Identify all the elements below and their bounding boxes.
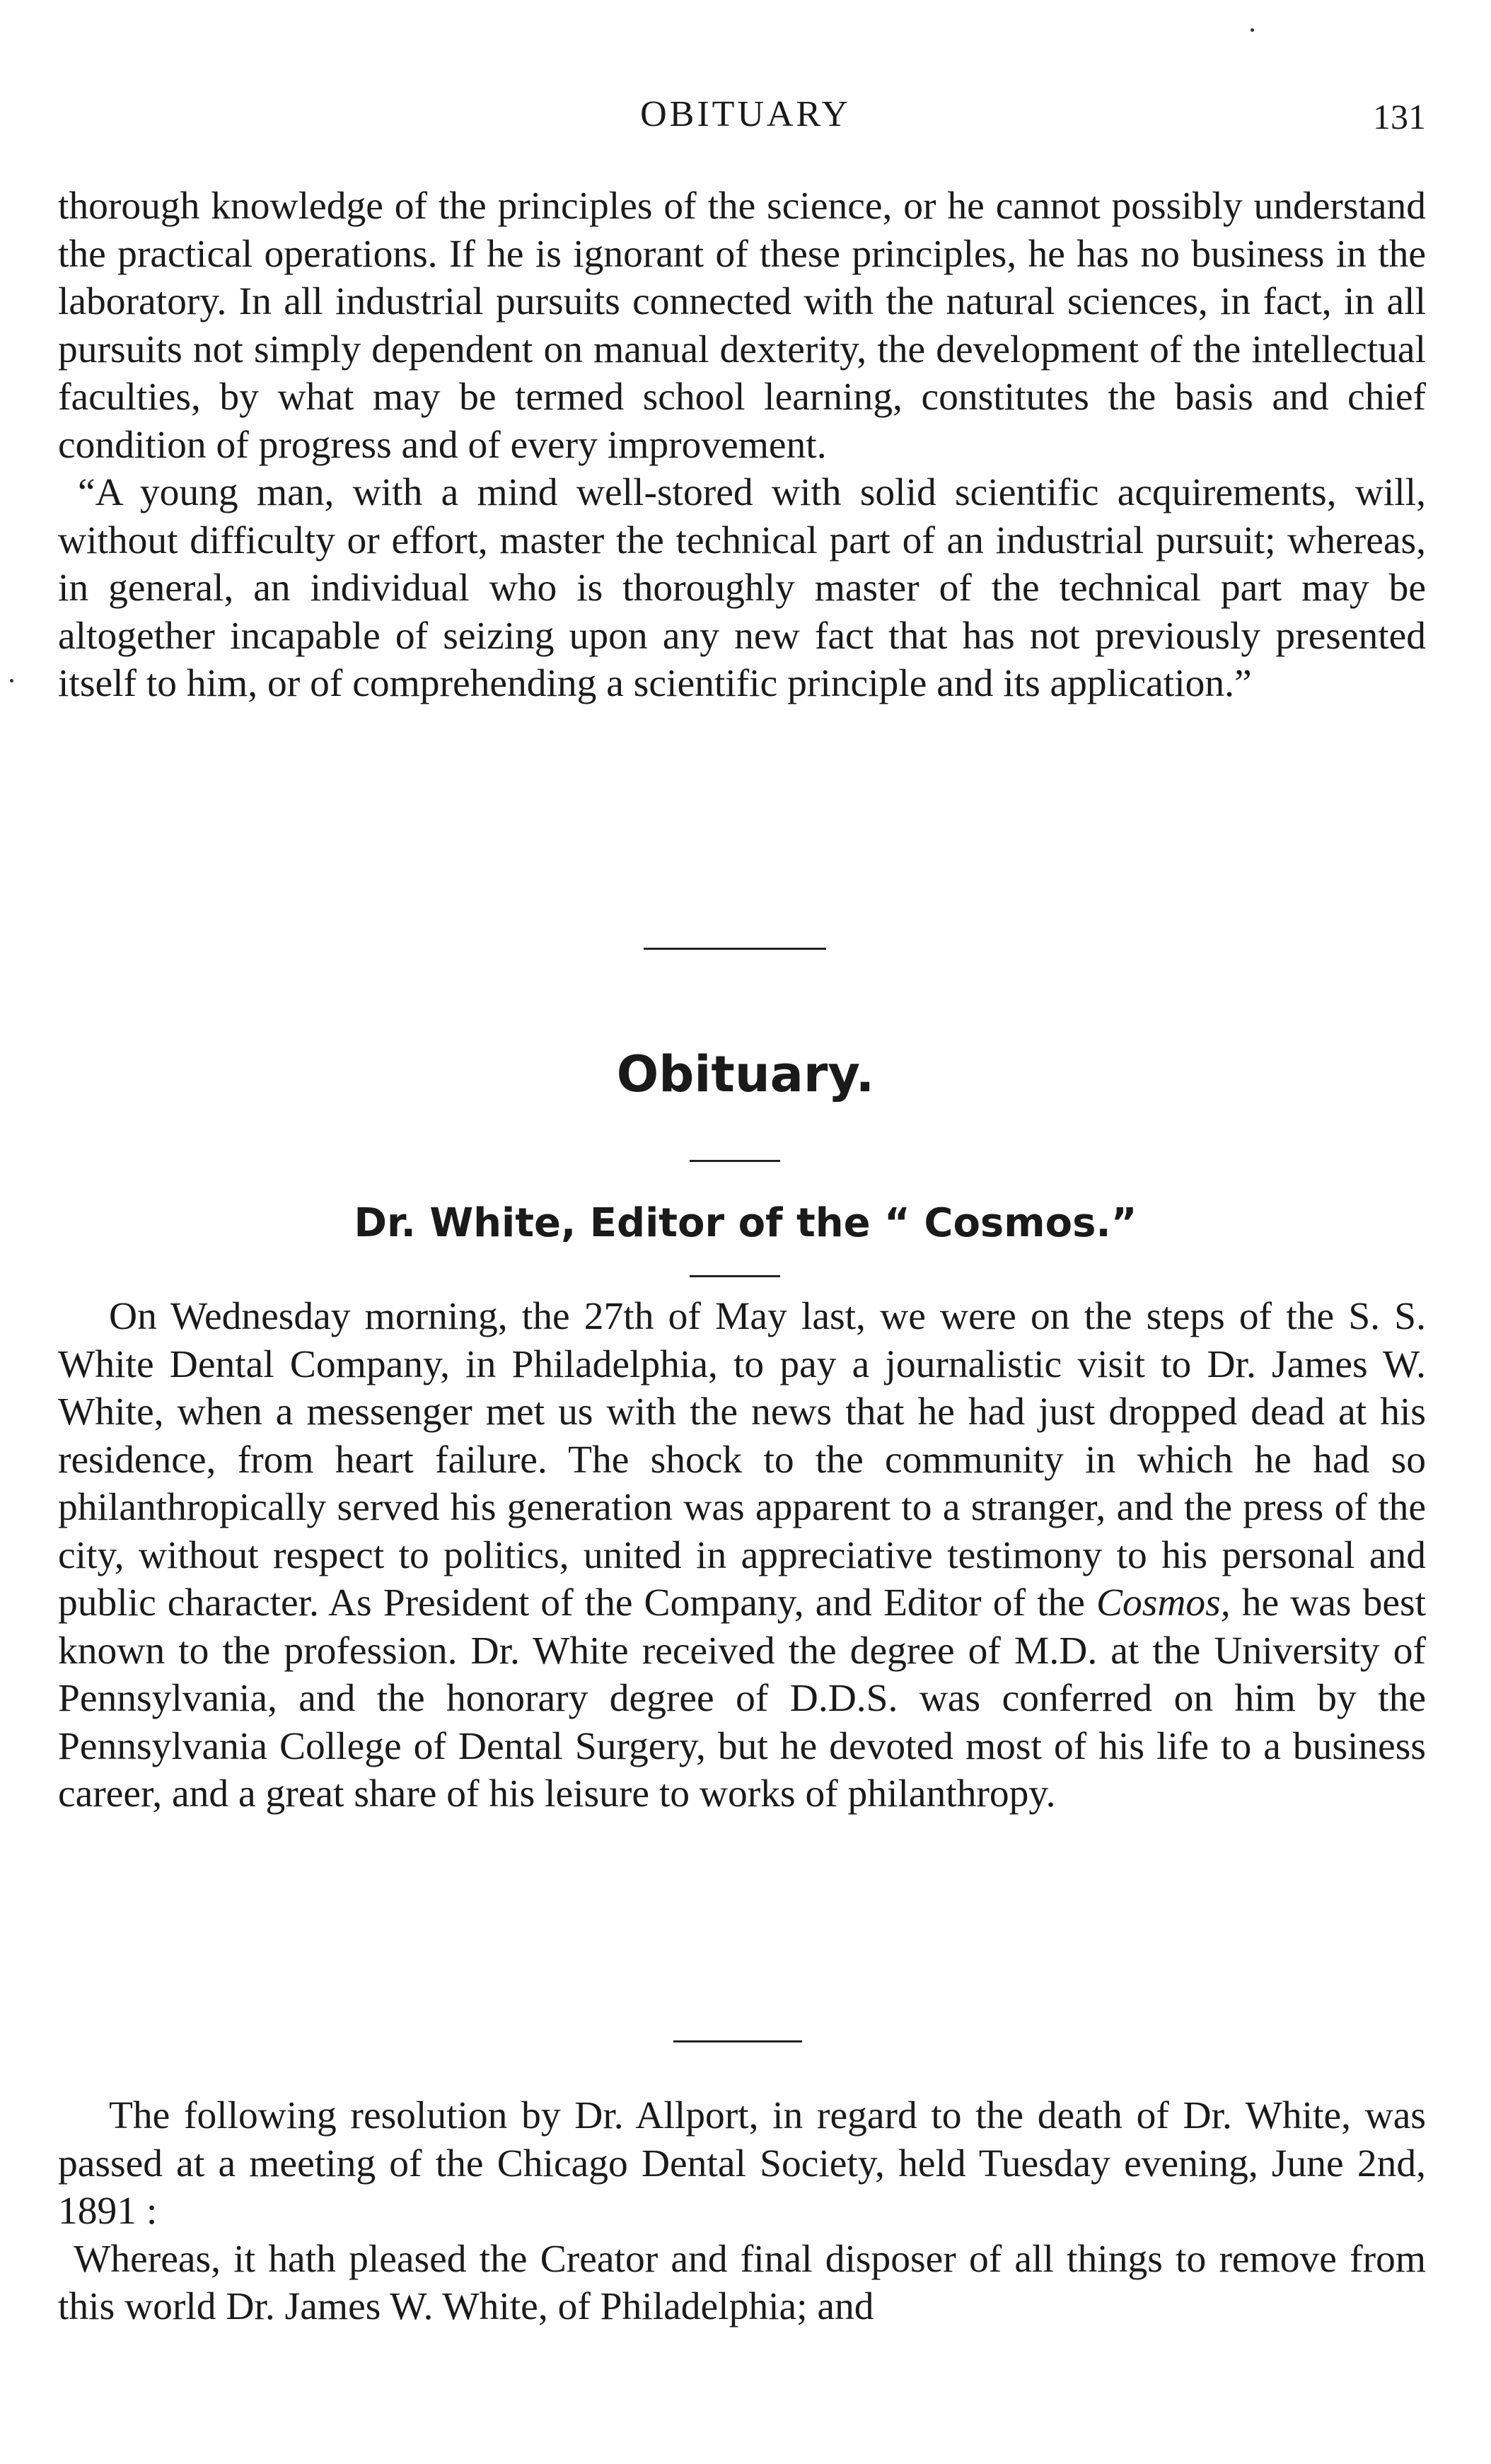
continued-text-block: [58, 182, 1426, 708]
section-divider-rule: [644, 948, 826, 950]
whereas-paragraph: Whereas, it hath pleased the Creator and final disposer of all things to remove from this world Dr. James W. White, of Philadelphia; and: [58, 2237, 1426, 2328]
obituary-subheading: Dr. White, Editor of the “ Cosmos.”: [354, 1200, 1137, 1246]
running-head: [0, 93, 1491, 136]
obituary-heading: Obituary.: [616, 1045, 875, 1103]
resolution-text-block: [58, 2092, 1426, 2331]
print-speck: [1251, 28, 1254, 32]
cosmos-italic: Cosmos,: [1096, 1581, 1231, 1625]
print-speck: [10, 679, 13, 682]
running-title: OBITUARY: [640, 94, 851, 134]
subheading-divider-rule: [690, 1275, 780, 1277]
continued-paragraph: thorough knowledge of the principles of the science, or he cannot possibly understand the practical operations. If he is ignorant of these principles, he has no business in the laboratory. In all industrial pursuits connected with the natural sciences, in fact, in all pursuits not simply dependent on manual dexterity, the development of the intellectual faculties, by what may be termed school learning, constitutes the basis and chief condition of progress and of every improvement.: [58, 185, 1426, 467]
resolution-divider-rule: [673, 2040, 802, 2042]
obituary-text-part: he was best known to the profession. Dr. White received the degree of M.D. at the University of Pennsylvania, and the honorary degree of D.D.S. was conferred on him by the Pennsylvania College of Dental Surgery, but he devoted most of his life to a business career, and a great share of his leisure to works of philanthropy.: [58, 1581, 1426, 1815]
heading-divider-rule: [690, 1160, 780, 1162]
resolution-intro-paragraph: The following resolution by Dr. Allport, in regard to the death of Dr. White, was passed at a meeting of the Chicago Dental Society, held Tuesday evening, June 2nd, 1891 :: [58, 2094, 1426, 2233]
obituary-text-block: [58, 1293, 1426, 1818]
obituary-text-part: On Wednesday morning, the 27th of May last, we were on the steps of the S. S. White Dental Company, in Philadelphia, to pay a journalistic visit to Dr. James W. White, when a messenger met us with the news that he had just dropped dead at his residence, from heart failure. The shock to the community in which he had so philanthropically served his generation was apparent to a stranger, and the press of the city, without respect to politics, united in appreciative testimony to his personal and public character. As President of the Company, and Editor of the: [58, 1295, 1426, 1625]
page-number: 131: [1373, 97, 1426, 136]
quoted-paragraph: “A young man, with a mind well-stored with solid scientific acquirements, will, without difficulty or effort, master the technical part of an industrial pursuit; whereas, in general, an individual who is thoroughly master of the technical part may be altogether incapable of seizing upon any new fact that has not previously presented itself to him, or of comprehending a scientific principle and its application.”: [58, 471, 1426, 705]
obituary-paragraph: [58, 1293, 1426, 1818]
